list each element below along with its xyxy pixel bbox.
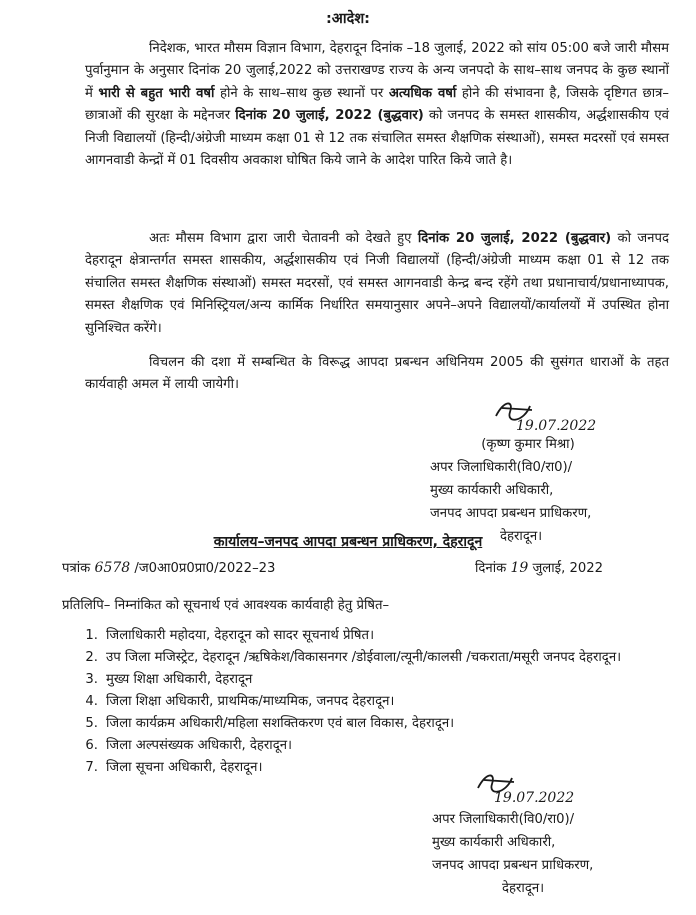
p1-text-2: होने के साथ–साथ कुछ स्थानों पर <box>214 85 389 101</box>
signature-2-date: 19.07.2022 <box>494 790 575 806</box>
p1-bold-3: दिनांक 20 जुलाई, 2022 (बुद्धवार) <box>235 108 424 124</box>
signature-block-1 <box>430 433 670 548</box>
signer-designation-1: अपर जिलाधिकारी(वि0/रा0)/ <box>430 460 573 475</box>
list-item <box>62 625 662 647</box>
signer-name: (कृष्ण कुमार मिश्रा) <box>481 437 575 452</box>
order-paragraph-1 <box>85 38 669 172</box>
list-item-text: जिला अल्पसंख्यक अधिकारी, देहरादून। <box>106 738 293 753</box>
p1-text-1: निदेशक, भारत मौसम विज्ञान विभाग, देहरादून दिनांक –18 जुलाई, 2022 को सांय 05:00 बजे जारी मौसम पुर्वानुमान के अनुसार दिनांक 20 जुलाई,2022 को उत्तराखण्ड राज्य के अन्य जनपदो के साथ–साथ जनपद के कुछ स्थानों में <box>85 41 669 101</box>
signer2-designation-2: मुख्य कार्यकारी अधिकारी, <box>432 835 556 850</box>
list-item <box>62 691 662 713</box>
p2-text-2: को जनपद देहरादून क्षेत्रान्तर्गत समस्त शासकीय, अर्द्धशासकीय एवं निजी विद्यालयों (हिन्दी/अंग्रेजी माध्यम कक्षा 01 से 12 तक संचालित समस्त शैक्षणिक संस्थाओं) समस्त मदरसों, एवं समस्त आगनवाडी केन्द्र बन्द रहेंगे तथा प्रधानाचार्य/प्रधानाध्यापक, समस्त शैक्षणिक एवं मिनिस्ट्रियल/अन्य कार्मिक निर्धारित समयानुसार अपने–अपने विद्यालयों/कार्यालयों में उपस्थित होना सुनिश्चित करेंगे। <box>85 231 669 336</box>
letter-prefix: पत्रांक <box>62 561 91 576</box>
letter-date-rest: जुलाई, 2022 <box>532 561 604 576</box>
signer-location: देहरादून। <box>500 529 543 544</box>
order-paragraph-3 <box>85 352 669 397</box>
p1-text-4: को जनपद के समस्त शासकीय, अर्द्धशासकीय एवं निजी विद्यालयों (हिन्दी/अंग्रेजी माध्यम कक्षा 01 से 12 तक संचालित समस्त शैक्षणिक संस्थाओं), समस्त मदरसों एवं समस्त आगनवाडी केन्द्रों में 01 दिवसीय अवकाश घोषित किये जाने के आदेश पारित किये जाते है। <box>85 108 669 169</box>
list-item-text: जिला शिक्षा अधिकारी, प्राथमिक/माध्यमिक, जनपद देहरादून। <box>106 694 395 709</box>
order-title: :आदेश: <box>326 11 370 27</box>
list-item-number: 5. <box>85 716 98 731</box>
letter-reference: /ज0आ0प्र0प्रा0/2022–23 <box>134 561 276 576</box>
letter-date-day: 19 <box>510 560 529 576</box>
list-item-text: उप जिला मजिस्ट्रेट, देहरादून /ऋषिकेश/विकासनगर /डोईवाला/त्यूनी/कालसी /चकराता/मसूरी जनपद देहरादून। <box>106 650 622 665</box>
list-item <box>62 735 662 757</box>
list-item <box>62 757 662 779</box>
list-item <box>62 713 662 735</box>
letter-date-label: दिनांक <box>475 561 507 576</box>
list-item-number: 1. <box>85 628 98 643</box>
list-item <box>62 647 662 669</box>
signer2-designation-3: जनपद आपदा प्रबन्धन प्राधिकरण, <box>432 858 594 873</box>
letter-number-line <box>62 558 622 576</box>
list-item-number: 6. <box>85 738 98 753</box>
signer2-designation-1: अपर जिलाधिकारी(वि0/रा0)/ <box>432 812 575 827</box>
p1-bold-1: भारी से बहुत भारी वर्षा <box>98 85 215 101</box>
signer-designation-2: मुख्य कार्यकारी अधिकारी, <box>430 483 554 498</box>
signer-designation-3: जनपद आपदा प्रबन्धन प्राधिकरण, <box>430 506 592 521</box>
copy-list <box>62 625 662 779</box>
signer2-location: देहरादून। <box>502 881 545 896</box>
office-heading: कार्यालय–जनपद आपदा प्रबन्धन प्राधिकरण, देहरादून <box>213 534 483 550</box>
p1-text-3: होने की संभावना है, जिसके दृष्टिगत छात्र–छात्राओं की सुरक्षा के मद्देनजर <box>85 85 669 124</box>
list-item-number: 7. <box>85 760 98 775</box>
list-item-number: 2. <box>85 650 98 665</box>
list-item-text: जिला कार्यक्रम अधिकारी/महिला सशक्तिकरण एवं बाल विकास, देहरादून। <box>106 716 455 731</box>
copy-heading: प्रतिलिपि– निम्नांकित को सूचनार्थ एवं आवश्यक कार्यवाही हेतु प्रेषित– <box>62 598 390 613</box>
letter-date <box>475 558 603 576</box>
list-item-text: मुख्य शिक्षा अधिकारी, देहरादून <box>106 672 253 687</box>
letter-number: 6578 <box>94 560 131 576</box>
list-item <box>62 669 662 691</box>
list-item-number: 4. <box>85 694 98 709</box>
signature-1-date: 19.07.2022 <box>516 418 597 434</box>
list-item-text: जिला सूचना अधिकारी, देहरादून। <box>106 760 263 775</box>
p3-text: विचलन की दशा में सम्बन्धित के विरूद्ध आपदा प्रबन्धन अधिनियम 2005 की सुसंगत धाराओं के तहत कार्यवाही अमल में लायी जायेगी। <box>85 355 669 393</box>
p2-text-1: अतः मौसम विभाग द्वारा जारी चेतावनी को देखते हुए <box>149 231 418 246</box>
order-paragraph-2 <box>85 228 669 340</box>
p2-bold-1: दिनांक 20 जुलाई, 2022 (बुद्धवार) <box>417 231 612 246</box>
list-item-number: 3. <box>85 672 98 687</box>
p1-bold-2: अत्यधिक वर्षा <box>388 85 457 101</box>
list-item-text: जिलाधिकारी महोदया, देहरादून को सादर सूचनार्थ प्रेषित। <box>106 628 375 643</box>
signature-block-2 <box>432 808 672 900</box>
